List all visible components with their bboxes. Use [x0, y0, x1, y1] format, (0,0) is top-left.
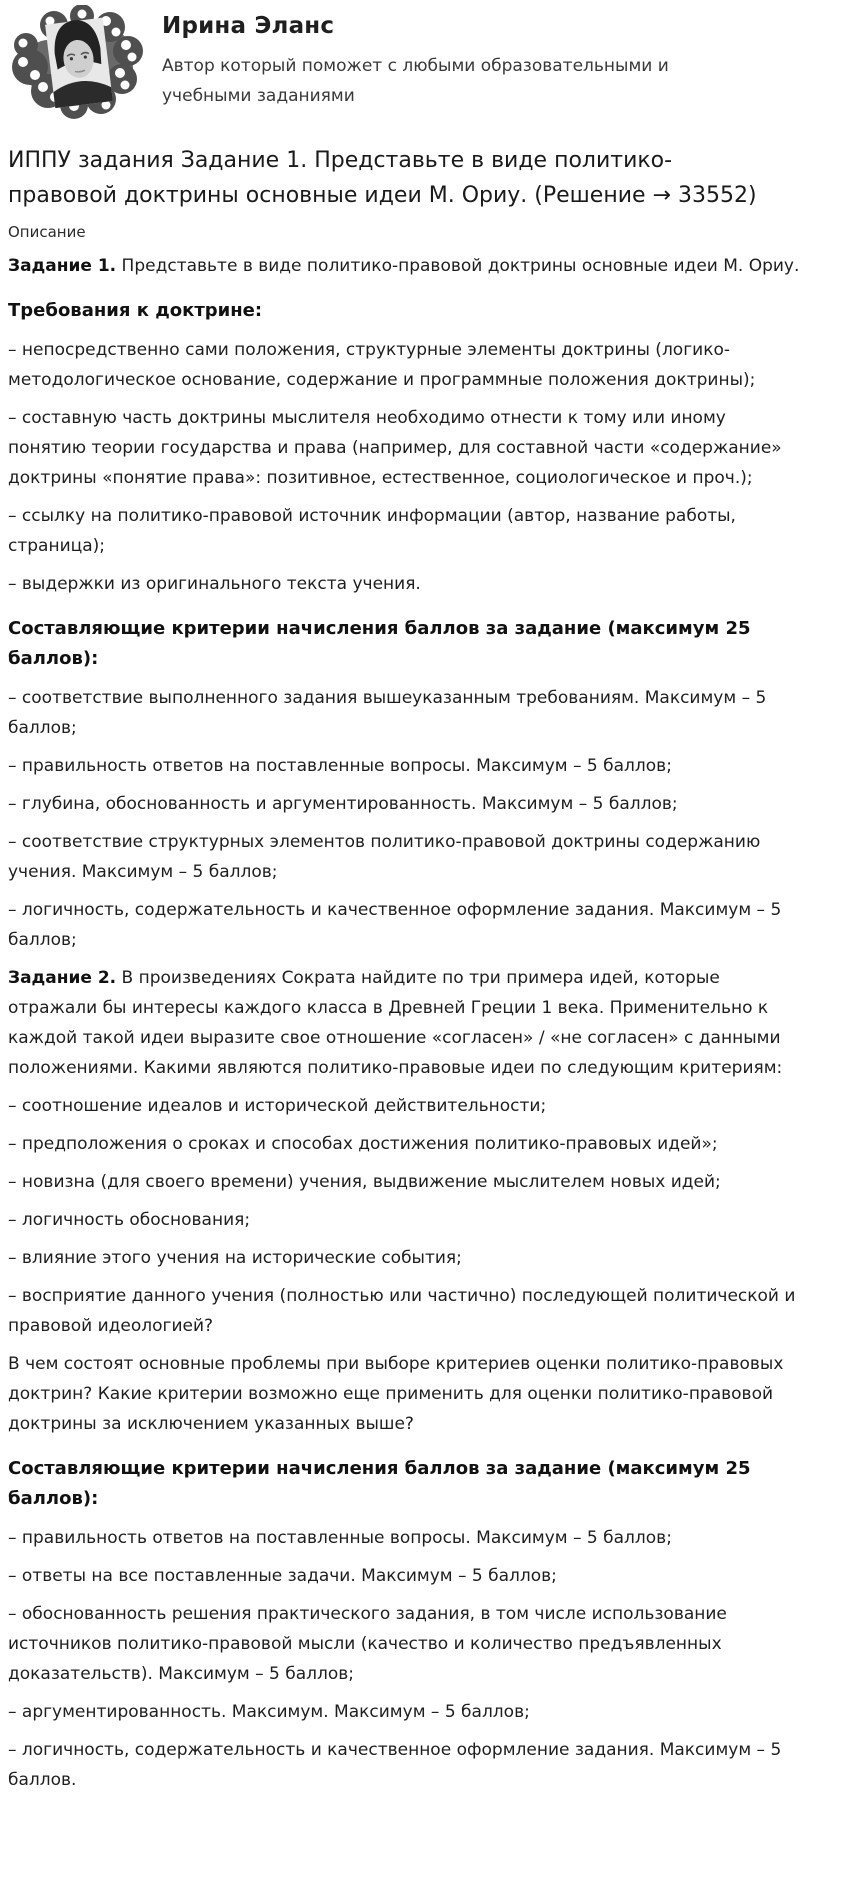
criteria1-heading: Составляющие критерии начисления баллов за задание (максимум 25 баллов): — [8, 618, 751, 669]
author-name: Ирина Эланс — [162, 13, 335, 39]
task1-lead: Задание 1. — [8, 256, 117, 276]
page-title: ИППУ задания Задание 1. Представьте в виде политико-правовой доктрины основные идеи М. Ориу. (Решение → 33552) — [8, 148, 757, 208]
task2-criteria-item: – предположения о сроках и способах достижения политико-правовых идей»; — [8, 1134, 718, 1154]
requirement-item: – ссылку на политико-правовой источник информации (автор, название работы, страница); — [8, 506, 736, 556]
author-card — [8, 5, 835, 119]
task2-criteria-item: – логичность обоснования; — [8, 1210, 251, 1230]
requirement-item: – выдержки из оригинального текста учения. — [8, 574, 421, 594]
task2-criteria-item: – влияние этого учения на исторические события; — [8, 1248, 462, 1268]
task1-text: Представьте в виде политико-правовой доктрины основные идеи М. Ориу. — [116, 256, 800, 276]
author-subtitle: Автор который поможет с любыми образовательными и учебными заданиями — [162, 56, 669, 106]
author-meta — [162, 5, 707, 111]
criteria-item: – ответы на все поставленные задачи. Максимум – 5 баллов; — [8, 1566, 557, 1586]
task2-paragraph — [8, 963, 808, 1083]
task1-paragraph — [8, 251, 808, 281]
avatar-gear-collage-icon — [8, 5, 148, 119]
task2-text: В произведениях Сократа найдите по три примера идей, которые отражали бы интересы каждого класса в Древней Греции 1 века. Применительно к каждой такой идеи выразите свое отношение «согласен» / «не согласен» с данными положениями. Какими являются политико-правовые идеи по следующим критериям: — [8, 968, 783, 1078]
requirements-heading: Требования к доктрине: — [8, 300, 263, 321]
criteria-item: – правильность ответов на поставленные вопросы. Максимум – 5 баллов; — [8, 756, 672, 776]
criteria-item: – логичность, содержательность и качественное оформление задания. Максимум – 5 баллов; — [8, 900, 782, 950]
description-label: Описание — [8, 223, 86, 241]
task2-criteria-item: – восприятие данного учения (полностью или частично) последующей политической и правовой идеологией? — [8, 1286, 796, 1336]
criteria-item: – соответствие выполненного задания вышеуказанным требованиям. Максимум – 5 баллов; — [8, 688, 767, 738]
task2-question: В чем состоят основные проблемы при выборе критериев оценки политико-правовых доктрин? Какие критерии возможно еще применить для оценки политико-правовой доктрины за исключением указанных выше? — [8, 1354, 784, 1434]
criteria-item: – глубина, обоснованность и аргументированность. Максимум – 5 баллов; — [8, 794, 678, 814]
criteria2-heading: Составляющие критерии начисления баллов за задание (максимум 25 баллов): — [8, 1458, 751, 1509]
criteria-item: – обоснованность решения практического задания, в том числе использование источников политико-правовой мысли (качество и количество предъявленных доказательств). Максимум – 5 баллов; — [8, 1604, 727, 1684]
task2-criteria-item: – соотношение идеалов и исторической действительности; — [8, 1096, 547, 1116]
task2-criteria-item: – новизна (для своего времени) учения, выдвижение мыслителем новых идей; — [8, 1172, 721, 1192]
requirement-item: – составную часть доктрины мыслителя необходимо отнести к тому или иному понятию теории государства и права (например, для составной части «содержание» доктрины «понятие права»: позитивное, естественное, социологическое и проч.); — [8, 408, 782, 488]
criteria-item: – правильность ответов на поставленные вопросы. Максимум – 5 баллов; — [8, 1528, 672, 1548]
criteria-item: – аргументированность. Максимум. Максимум – 5 баллов; — [8, 1702, 530, 1722]
criteria-item: – соответствие структурных элементов политико-правовой доктрины содержанию учения. Максимум – 5 баллов; — [8, 832, 761, 882]
task2-lead: Задание 2. — [8, 968, 117, 988]
requirement-item: – непосредственно сами положения, структурные элементы доктрины (логико-методологическое основание, содержание и программные положения доктрины); — [8, 340, 756, 390]
description-body — [8, 251, 835, 1795]
author-avatar — [8, 5, 148, 119]
criteria-item: – логичность, содержательность и качественное оформление задания. Максимум – 5 баллов. — [8, 1740, 782, 1790]
